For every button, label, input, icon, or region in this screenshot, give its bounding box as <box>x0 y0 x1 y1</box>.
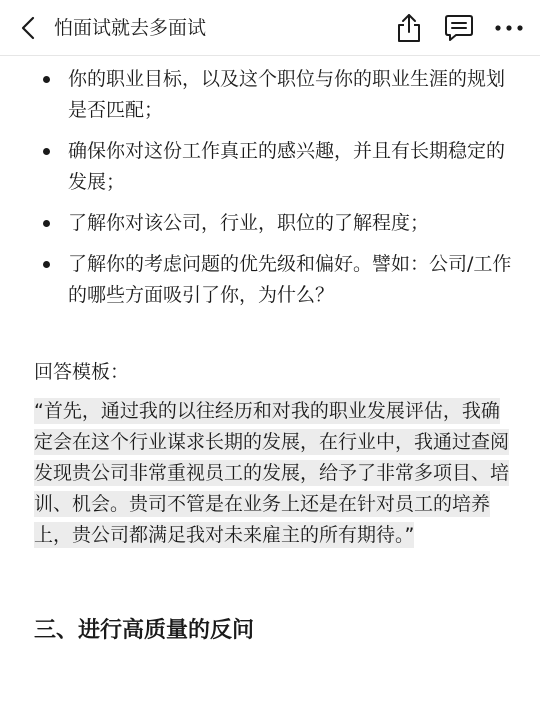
bullet-list <box>34 64 514 321</box>
list-item <box>34 208 514 239</box>
bullet-marker <box>43 220 50 227</box>
list-item-text: 确保你对这份工作真正的感兴趣，并且有长期稳定的发展； <box>68 140 506 193</box>
list-item-text: 了解你的考虑问题的优先级和偏好。譬如：公司/工作的哪些方面吸引了你，为什么？ <box>68 253 512 306</box>
list-item <box>34 136 514 198</box>
back-button[interactable] <box>14 12 42 44</box>
more-options-button[interactable] <box>492 11 526 45</box>
bullet-marker <box>43 261 50 268</box>
bullet-marker <box>43 148 50 155</box>
answer-quote-text: “首先，通过我的以往经历和对我的职业发展评估，我确定会在这个行业谋求长期的发展，在行业中，我通过查阅发现贵公司非常重视员工的发展，给予了非常多项目、培训、机会。贵司不管是在业务上还是在针对员工的培养上，贵公司都满足我对未来雇主的所有期待。” <box>34 400 510 546</box>
comment-icon <box>444 13 474 43</box>
list-item-text: 了解你对该公司，行业，职位的了解程度； <box>68 212 430 234</box>
page-title: 怕面试就去多面试 <box>54 17 207 39</box>
list-item <box>34 64 514 126</box>
chevron-left-icon <box>21 16 35 40</box>
more-horizontal-icon <box>494 24 524 32</box>
share-icon <box>396 13 422 43</box>
share-button[interactable] <box>392 11 426 45</box>
section-heading: 三、进行高质量的反问 <box>34 618 255 643</box>
bullet-marker <box>43 76 50 83</box>
comment-button[interactable] <box>442 11 476 45</box>
list-item-text: 你的职业目标，以及这个职位与你的职业生涯的规划是否匹配； <box>68 68 506 121</box>
answer-quote-block <box>34 396 510 551</box>
answer-template-label: 回答模板： <box>34 361 130 383</box>
top-navigation-bar <box>0 0 540 56</box>
list-item <box>34 249 514 311</box>
